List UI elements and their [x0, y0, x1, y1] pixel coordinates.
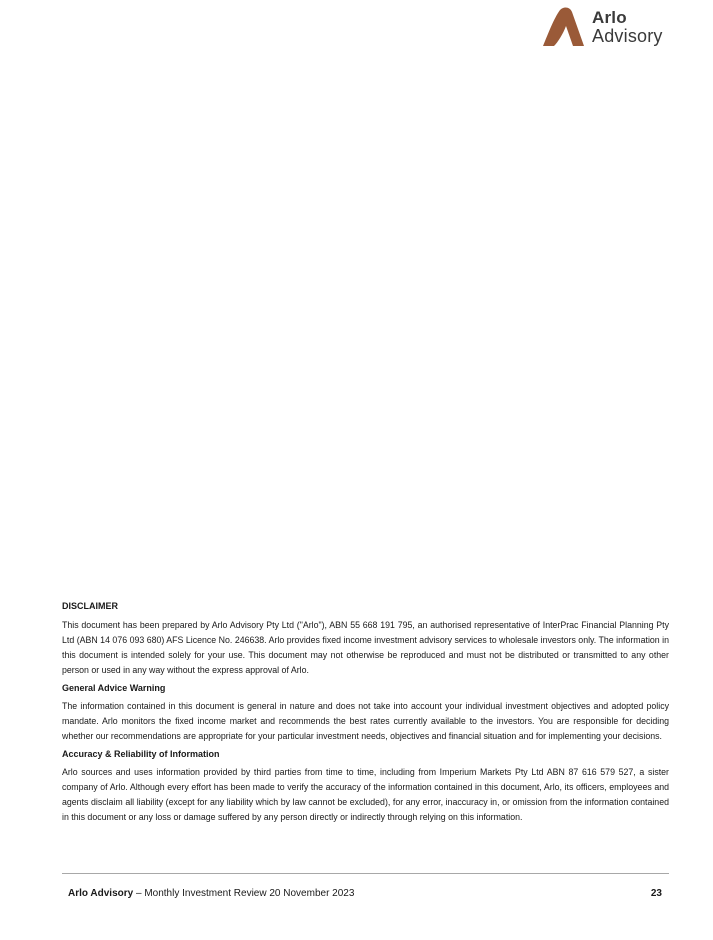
disclaimer-text: This document has been prepared by Arlo Advisory Pty Ltd ("Arlo"), ABN 55 668 191 795, an authorised representative of InterPrac Financial Planning Pty Ltd (ABN 14 076 093 680) AFS Licence No. 246638. Arlo provides fixed income investment advisory services to wholesale investors only. The information in this document is intended solely for your use. This document may not otherwise be reproduced and must not be distributed or transmitted to any other person or used in any way without the express approval of Arlo. [62, 620, 669, 675]
footer-title: – Monthly Investment Review 20 November 2023 [133, 888, 355, 899]
footer-brand: Arlo Advisory [68, 888, 134, 899]
general-advice-text: The information contained in this document is general in nature and does not take into account your individual investment objectives and adopted policy mandate. Arlo monitors the fixed income market and recommends the best rates currently available to the investors. You are responsible for deciding whether our recommendations are appropriate for your particular investment needs, objectives and financial situation and for implementing your decisions. [62, 701, 669, 741]
page-footer [68, 887, 662, 900]
footer-divider [62, 873, 669, 874]
logo-brand-sub: Advisory [592, 26, 663, 46]
disclaimer-section [62, 600, 669, 829]
disclaimer-heading: DISCLAIMER [62, 601, 118, 611]
logo-brand-name: Arlo [592, 8, 627, 27]
arlo-mark-icon [540, 6, 586, 50]
arlo-advisory-logo [540, 6, 672, 50]
page-number: 23 [650, 888, 662, 899]
general-advice-heading: General Advice Warning [62, 683, 166, 693]
accuracy-heading: Accuracy & Reliability of Information [62, 749, 220, 759]
accuracy-text: Arlo sources and uses information provided by third parties from time to time, including from Imperium Markets Pty Ltd ABN 87 616 579 527, a sister company of Arlo. Although every effort has been made to verify the accuracy of the information contained in this document, Arlo, its officers, employees and agents disclaim all liability (except for any liability which by law cannot be excluded), for any error, inaccuracy in, or omission from the information contained in this document or any loss or damage suffered by any person directly or indirectly through relying on this information. [62, 767, 669, 822]
